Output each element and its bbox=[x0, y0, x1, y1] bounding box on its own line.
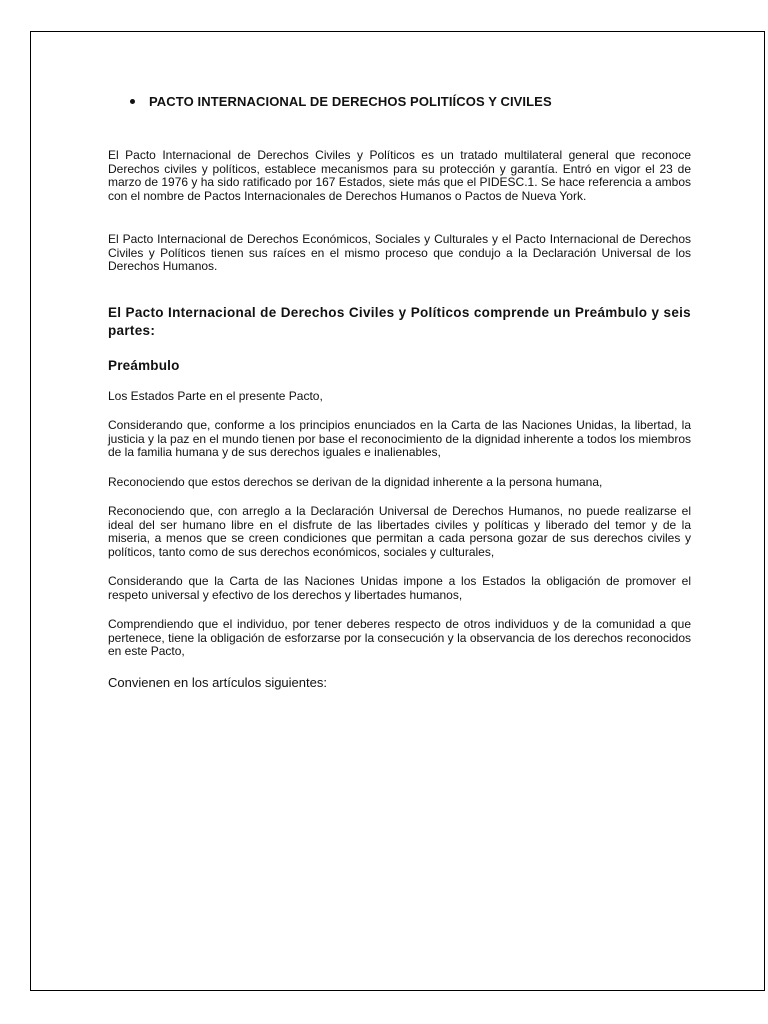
document-title: PACTO INTERNACIONAL DE DERECHOS POLITIÍCOS Y CIVILES bbox=[149, 94, 552, 109]
preamble-paragraph-4: Reconociendo que, con arreglo a la Declaración Universal de Derechos Humanos, no puede realizarse el ideal del ser humano libre en el disfrute de las libertades civiles y políticas y liberado del temor y de la miseria, a menos que se creen condiciones que permitan a cada persona gozar de sus derechos civiles y políticos, tanto como de sus derechos económicos, sociales y culturales, bbox=[108, 504, 691, 559]
section-subheading: El Pacto Internacional de Derechos Civiles y Políticos comprende un Preámbulo y seis partes: bbox=[108, 304, 691, 338]
preamble-paragraph-1: Los Estados Parte en el presente Pacto, bbox=[108, 388, 323, 403]
title-row bbox=[130, 94, 691, 109]
bullet-icon bbox=[130, 99, 135, 104]
intro-paragraph-1: El Pacto Internacional de Derechos Civiles y Políticos es un tratado multilateral general que reconoce Derechos civiles y políticos, establece mecanismos para su protección y garantía. Entró en vigor el 23 de marzo de 1976 y ha sido ratificado por 167 Estados, siete más que el PIDESC.1. Se hace referencia a ambos con el nombre de Pactos Internacionales de Derechos Humanos o Pactos de Nueva York. bbox=[108, 148, 691, 203]
intro-paragraph-2: El Pacto Internacional de Derechos Económicos, Sociales y Culturales y el Pacto Internacional de Derechos Civiles y Políticos tienen sus raíces en el mismo proceso que condujo a la Declaración Universal de los Derechos Humanos. bbox=[108, 232, 691, 273]
document-content bbox=[108, 94, 691, 690]
preamble-paragraph-2: Considerando que, conforme a los principios enunciados en la Carta de las Naciones Unidas, la libertad, la justicia y la paz en el mundo tienen por base el reconocimiento de la dignidad inherente a todos los miembros de la familia humana y de sus derechos iguales e inalienables, bbox=[108, 418, 692, 459]
closing-line: Convienen en los artículos siguientes: bbox=[108, 674, 327, 690]
preamble-paragraph-3: Reconociendo que estos derechos se derivan de la dignidad inherente a la persona humana, bbox=[108, 474, 603, 489]
preamble-paragraph-5: Considerando que la Carta de las Naciones Unidas impone a los Estados la obligación de promover el respeto universal y efectivo de los derechos y libertades humanos, bbox=[108, 574, 691, 602]
document-page bbox=[30, 31, 765, 991]
preamble-heading: Preámbulo bbox=[108, 357, 180, 373]
preamble-paragraph-6: Comprendiendo que el individuo, por tener deberes respecto de otros individuos y de la comunidad a que pertenece, tiene la obligación de esforzarse por la consecución y la observancia de los derechos reconocidos en este Pacto, bbox=[108, 617, 691, 658]
